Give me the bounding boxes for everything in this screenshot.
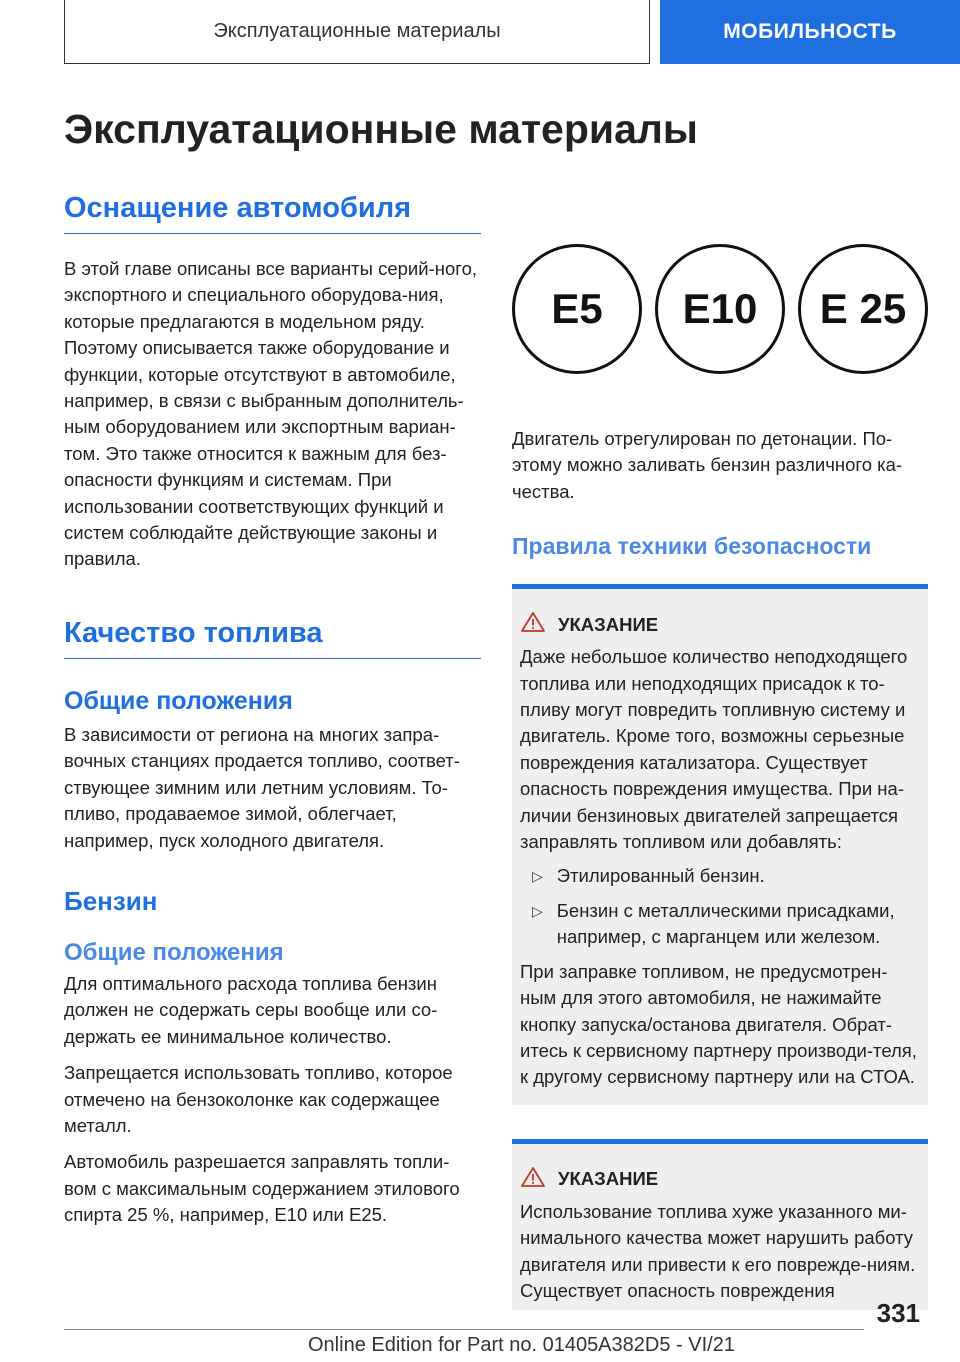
list-item [520, 898, 920, 951]
badge-e5: E5 [512, 244, 642, 374]
equipment-heading: Оснащение автомобиля [64, 192, 481, 234]
petrol-general-heading: Общие положения [64, 938, 284, 966]
general-text: В зависимости от региона на многих запра-вочных станциях продается топливо, соответ-ствующее зимним или летним условиям. То-пливо, продаваемое зимой, облегчает, например, пуск холодного двигателя. [64, 723, 460, 851]
petrol-paragraph-1: Для оптимального расхода топлива бензин должен не содержать серы вообще или со-держать ее минимальное количество. [64, 972, 438, 1047]
header-section-title [64, 0, 650, 64]
list-item-text: Этилированный бензин. [556, 865, 765, 887]
equipment-text: В этой главе описаны все варианты серий-ного, экспортного и специального оборудова-ния, которые предлагаются в модельном ряду. Поэтому описывается также оборудование и функции, которые отсутствуют в автомобиле, например, в связи с выбранным дополнитель-ным оборудованием или экспортным вариан-том. Это также относится к важным для без-опасности функциям и системам. При использовании соответствующих функций и систем соблюдайте действующие законы и правила. [64, 258, 478, 570]
page-title: Эксплуатационные материалы [64, 106, 698, 152]
petrol-paragraph-3: Автомобиль разрешается заправлять топли-вом с максимальным содержанием этилового спирта 25 %, например, E10 или E25. [64, 1151, 460, 1226]
notice-text: Использование топлива хуже указанного ми-нимального качества может нарушить работу двигателя или привести к его поврежде-ниям. Существует опасность повреждения [520, 1200, 916, 1301]
footer-edition: Online Edition for Part no. 01405A382D5 - VI/21 [308, 1334, 735, 1356]
warning-icon [520, 611, 546, 638]
petrol-paragraph-2: Запрещается использовать топливо, которое отмечено на бензоколонке как содержащее металл. [64, 1062, 453, 1136]
fuel-quality-heading: Качество топлива [64, 617, 481, 659]
header-chapter-tab[interactable] [660, 0, 960, 64]
footer-divider [64, 1329, 864, 1330]
left-column [64, 192, 481, 1229]
notice-box-1 [512, 584, 928, 1105]
badge-e10: E10 [655, 244, 785, 374]
safety-heading: Правила техники безопасности [512, 533, 872, 560]
header-chapter-label: МОБИЛЬНОСТЬ [723, 20, 897, 43]
right-column [512, 236, 928, 1310]
engine-text: Двигатель отрегулирован по детонации. По-этому можно заливать бензин различного ка-чества. [512, 428, 903, 502]
general-heading: Общие положения [64, 686, 293, 715]
notice-box-2 [512, 1139, 928, 1311]
triangle-bullet-icon: ▷ [532, 902, 543, 919]
header-section-label: Эксплуатационные материалы [213, 20, 501, 42]
list-item [520, 863, 920, 889]
triangle-bullet-icon: ▷ [532, 868, 543, 885]
list-item-text: Бензин с металлическими присадками, например, с марганцем или железом. [556, 899, 895, 948]
badge-e25: E 25 [798, 244, 928, 374]
page-number: 331 [876, 1298, 920, 1328]
notice-title: УКАЗАНИЕ [558, 1168, 659, 1190]
notice-text: Даже небольшое количество неподходящего топлива или неподходящих присадок к то-пливу могут повредить топливную систему и двигатель. Кроме того, возможны серьезные повреждения катализатора. Существует опасность повреждения имущества. При на-личии бензиновых двигателей запрещается заправлять топливом или добавлять: [520, 646, 908, 853]
ethanol-badges [512, 236, 928, 386]
notice-header [520, 1166, 920, 1193]
warning-icon [520, 1166, 546, 1193]
notice-header [520, 611, 920, 638]
notice-title: УКАЗАНИЕ [558, 613, 659, 635]
petrol-heading: Бензин [64, 885, 158, 916]
notice-text-2: При заправке топливом, не предусмотрен-ным для этого автомобиля, не нажимайте кнопку запуска/останова двигателя. Обрат-итесь к сервисному партнеру производи-теля, к другому сервисному партнеру или на СТОА. [520, 960, 917, 1088]
